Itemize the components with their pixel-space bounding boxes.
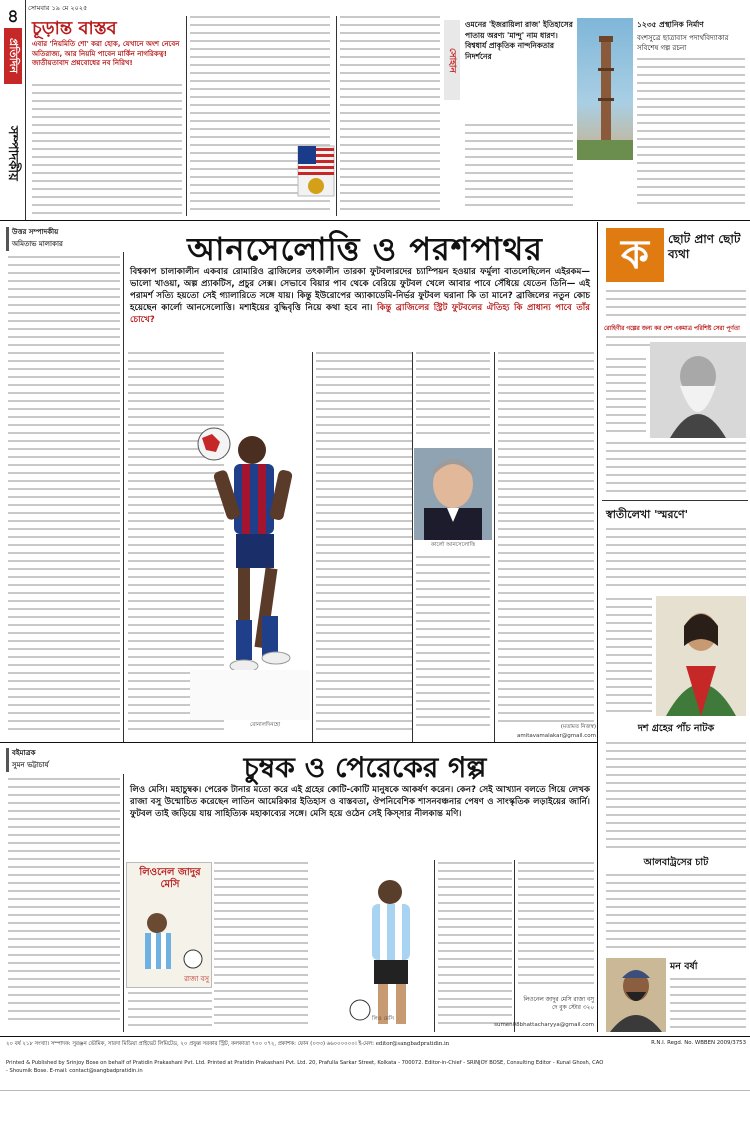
opinion-col3 bbox=[316, 352, 412, 742]
sidebar-body-6 bbox=[606, 598, 652, 718]
opinion-col4b bbox=[416, 556, 490, 742]
opinion-lede-2: কিন্তু ইউরোপের অ্যাকাডেমি-নির্ভর ফুটবল ঘরানা কি তা মানে? ব্রাজিলের নতুন কোচ হয়েছেন কার্লো আনসেলোত্তি। মশাইয়ের বুদ্ধিবৃত্তি নিয়ে কথা হবে না। bbox=[130, 291, 590, 313]
book-email: sumen08bhattacharyya@gmail.com bbox=[494, 1022, 594, 1028]
player-photo-caption: রোনালদিনহো bbox=[250, 722, 281, 728]
page-number: ৪ bbox=[7, 6, 19, 27]
book-col3 bbox=[312, 862, 342, 1032]
sidebar-body-7 bbox=[606, 742, 746, 852]
column-divider bbox=[123, 252, 124, 742]
opinion-author-note: (মতামত নিজস্ব) bbox=[560, 724, 596, 730]
feature-title: ওমনের 'ইজরায়িলা রাজ' ইতিহাসের পাতায় অরণ্য 'মান্দু' নাম ধারণ। বিশ্বধার্য প্রাকৃতিক নান্দনিকতার নিদর্শনের bbox=[465, 20, 573, 61]
man-portrait bbox=[606, 958, 666, 1032]
section-divider bbox=[0, 742, 597, 743]
tagore-portrait bbox=[650, 342, 746, 438]
editorial-subtitle: এবার 'নিয়মিতি শো' করা হোক, যেখানে অংশ নেবেন অতিরাজ্য, আর নিয়মি পাবেন মার্কিন নাগরিকত্ব! জাতীয়তাবাদ প্রশ্নবোধের নব নিরিখ! bbox=[32, 40, 180, 67]
side-feature-title: ১২৩৫ প্রস্থানিক নির্মাণ bbox=[637, 20, 704, 29]
section-divider bbox=[0, 220, 750, 221]
sidebar-body-3 bbox=[606, 358, 646, 438]
column-divider bbox=[336, 16, 337, 216]
column-divider bbox=[434, 860, 435, 1032]
book-col2 bbox=[214, 862, 308, 1032]
player-photo bbox=[190, 420, 310, 720]
drama-title: দশ গ্রহের পাঁচ নাটক bbox=[637, 723, 715, 734]
book-author: সুমন ভট্টাচার্য bbox=[12, 761, 49, 769]
sidebar-body-9 bbox=[670, 978, 746, 1032]
opinion-section-label: উত্তর সম্পাদকীয় bbox=[12, 228, 59, 236]
column-divider bbox=[494, 352, 495, 742]
book-col5 bbox=[518, 862, 594, 994]
book-headline: চুম্বক ও পেরেকের গল্প bbox=[243, 751, 487, 784]
opinion-col4 bbox=[416, 352, 490, 444]
sidebar-caption: রোহিণীর গল্পের জন্য কর দেশ একমাত্র পরিশিষ্ট সেরা পূর্ণতা bbox=[604, 326, 740, 332]
right-bottom-title-1: আলবাট্রসের চাট bbox=[643, 857, 709, 868]
footer-bottom-rule bbox=[0, 1090, 750, 1091]
footer-line-2: Printed & Published by Srinjoy Bose on behalf of Pratidin Prakashani Pvt. Ltd. Printed at Pratidin Prakashani Pvt. Ltd. 20, Prafulla Sarkar Street, Kolkata - 700072. Editor-in-Chief - SRINJOY BOSE, Consulting Editor - Kunal Ghosh, CAO - Shoumik Bose. E-mail: contact@sangbadpratidin.in bbox=[6, 1060, 604, 1074]
column-divider bbox=[597, 222, 598, 1032]
column-divider bbox=[312, 352, 313, 742]
book-section-label: বইমাত্রক bbox=[12, 749, 36, 757]
sidebar-body-4 bbox=[606, 442, 746, 498]
editorial-body-col3 bbox=[340, 16, 440, 216]
tower-photo bbox=[577, 18, 633, 160]
book-info: লিওনেল জাদুর মেসি রাজা বসু দে বুক স্টোর ৩২০ bbox=[523, 997, 594, 1011]
sidebar-title: ছোট প্রাণ ছোট ব্যথা bbox=[668, 232, 741, 261]
opinion-email: amitavamalakar@gmail.com bbox=[516, 733, 596, 739]
column-tag-vertical: সোহান bbox=[444, 20, 460, 100]
book-cover-title: লিওনেল জাদুর মেসি bbox=[139, 867, 201, 890]
book-cover-author: রাজা বসু bbox=[184, 975, 209, 983]
right-bottom-title-2: মন বর্ষা bbox=[670, 961, 698, 972]
sidebar-divider bbox=[602, 500, 748, 501]
sidebar-body-5 bbox=[606, 528, 746, 594]
opinion-lede bbox=[130, 266, 590, 348]
brand-mark: ক bbox=[606, 228, 664, 282]
book-cover bbox=[126, 862, 212, 988]
feature-body bbox=[465, 124, 573, 216]
footer-divider bbox=[0, 1036, 750, 1037]
opinion-lede-1: বিশ্বকাপ চালাকালীন একবার রোমারিও ব্রাজিলের তৎকালীন তারকা ফুটবলারদের চ্যাম্পিয়ন হওয়ার ফর্মুলা বাতলেছিলেন এইরকম— ভালো খাওয়া, অল্প প্র্যাকটিস, প্রচুর সেক্স। সেভাবে বিয়ার পাব থেকে বেরিয়ে ফুটবল খেলে আবার পাবে সেঁধিয়ে যেতেন তিনি— এই পরামর্শ সত্যি হয়তো সেই গ্যালারিতে সঙ্গে যায়। bbox=[130, 267, 590, 301]
editorial-title: চূড়ান্ত বাস্তব bbox=[32, 18, 117, 39]
side-feature-sub: বংশসুত্রে ছাত্রাবাস পদার্থবিদ্যাকার সবিশেষ গল্প রচনা bbox=[637, 34, 729, 52]
sidebar-body-1 bbox=[606, 290, 746, 318]
column-divider bbox=[412, 352, 413, 742]
opinion-author: অমিতাভ মালাকার bbox=[12, 240, 63, 248]
book-col2b bbox=[128, 992, 212, 1032]
section-bar bbox=[6, 227, 9, 251]
opinion-col5 bbox=[498, 352, 594, 732]
editorial-body-col1 bbox=[32, 84, 182, 216]
section-bar bbox=[6, 748, 9, 772]
side-feature-body bbox=[637, 58, 745, 216]
opinion-headline: আনসেলোত্তি ও পরশপাথর bbox=[187, 230, 543, 268]
footer-regno: R.N.I. Regd. No. WBBEN 2009/3753 bbox=[651, 1040, 746, 1046]
coach-photo-caption: কার্লো আনসেলোত্তি bbox=[430, 542, 476, 548]
newspaper-logo: প্রতিদিন bbox=[4, 28, 22, 84]
messi-caption: লিও মেসি bbox=[372, 1016, 394, 1022]
date-line: সোমবার ১৯ মে ২০২৫ bbox=[28, 4, 88, 12]
section-label-vertical: সম্পাদকীয় bbox=[5, 125, 20, 181]
messi-photo bbox=[342, 870, 432, 1030]
coach-photo bbox=[414, 448, 492, 540]
book-lede: লিও মেসি। মহাচুম্বক। পেরেক টানার মতো করে এই গ্রহের কোটি-কোটি মানুষকে আকর্ষণ করেন। কেন? সেই আখ্যান বলতে গিয়ে লেখক রাজা বসু উন্মোচিত করেছেন লাতিন আমেরিকার ইতিহাস ও বাস্তবতা, ঔপনিবেশিক শাসনবঞ্চনার পেষণ ও সাংস্কৃতিক লড়াইয়ের জার্নি। ফুটবল তাই জড়িয়ে যায় সাহিত্যিক মহাকাব্যের সঙ্গে। মেসি হয়ে ওঠেন সেই কিস্সার নীলকান্ত মণি। bbox=[130, 785, 590, 819]
flag-illustration bbox=[296, 142, 336, 202]
opinion-lede-3: কিন্তু ব্রাজিলের স্ট্রিট ফুটবলের ঐতিহ্য কি প্রাধান্য পাবে তাঁর চোখে? bbox=[130, 303, 590, 325]
column-divider bbox=[186, 16, 187, 216]
sidebar-quote-title: স্বাতীলেখা 'স্মরণে' bbox=[606, 508, 688, 521]
column-divider bbox=[514, 860, 515, 1032]
book-col1 bbox=[8, 778, 120, 1032]
opinion-col1 bbox=[8, 256, 120, 742]
book-col4 bbox=[438, 862, 512, 1032]
sidebar-body-8 bbox=[606, 874, 746, 954]
column-divider bbox=[123, 774, 124, 1032]
footer-line-1: ২০ বর্ষ ২১৮ সংখ্যা। সম্পাদক: সুরঞ্জন ভৌমিক, সারদা মিডিয়া প্রাইভেট লিমিটেড, ২০ প্রফুল্ল সরকার স্ট্রিট, কলকাতা ৭০০ ০৭২, প্রকাশক: ফোন (০৩৩) ৬৬০০০০০০। ই-মেল: editor@sangbadpratidin.in bbox=[6, 1041, 450, 1047]
woman-portrait bbox=[656, 596, 746, 716]
